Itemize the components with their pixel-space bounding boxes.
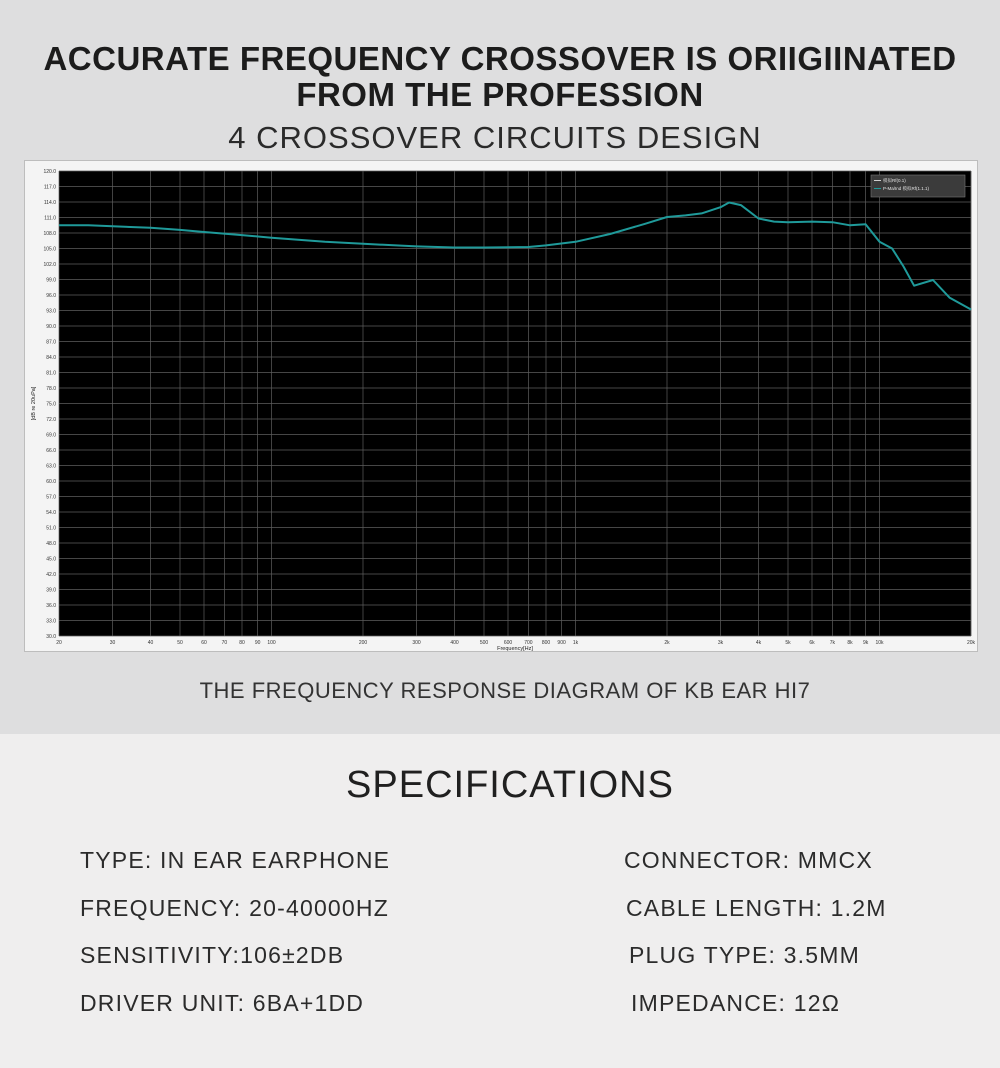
x-tick-label: 3k bbox=[717, 640, 724, 646]
spec-plug-type: PLUG TYPE: 3.5MM bbox=[629, 942, 860, 968]
x-tick-label: 80 bbox=[239, 640, 245, 646]
y-tick-label: 39.0 bbox=[46, 587, 56, 594]
spec-cable-length: CABLE LENGTH: 1.2M bbox=[626, 895, 887, 921]
x-tick-label: 900 bbox=[557, 640, 566, 646]
y-tick-label: 33.0 bbox=[46, 618, 56, 625]
spec-connector: CONNECTOR: MMCX bbox=[624, 847, 873, 873]
y-tick-label: 105.0 bbox=[43, 246, 56, 253]
x-tick-label: 600 bbox=[503, 640, 513, 646]
spec-frequency: FREQUENCY: 20-40000HZ bbox=[80, 895, 389, 921]
x-tick-label: 8k bbox=[847, 640, 853, 646]
x-tick-label: 40 bbox=[147, 640, 154, 646]
y-tick-label: 87.0 bbox=[46, 339, 56, 346]
x-tick-label: 10k bbox=[875, 640, 884, 646]
x-tick-label: 9k bbox=[862, 640, 869, 646]
headline-line-1: ACCURATE FREQUENCY CROSSOVER IS ORIIGIINATED bbox=[43, 40, 957, 77]
y-axis-label: [dB re 20uPa] bbox=[31, 386, 37, 421]
y-tick-label: 78.0 bbox=[46, 386, 56, 392]
legend-entry: 模拟Rf(0.1) bbox=[883, 178, 906, 183]
x-tick-label: 800 bbox=[541, 640, 551, 646]
y-tick-label: 84.0 bbox=[46, 355, 56, 361]
chart-caption: THE FREQUENCY RESPONSE DIAGRAM OF KB EAR HI7 bbox=[199, 678, 811, 703]
y-tick-label: 72.0 bbox=[46, 417, 56, 423]
y-tick-label: 54.0 bbox=[46, 510, 56, 516]
x-axis-label: Frequency[Hz] bbox=[497, 646, 533, 651]
x-tick-label: 100 bbox=[267, 640, 276, 646]
y-tick-label: 63.0 bbox=[46, 463, 56, 470]
y-tick-label: 117.0 bbox=[43, 184, 56, 191]
y-tick-label: 111.0 bbox=[44, 215, 56, 222]
frequency-response-chart bbox=[24, 160, 978, 652]
y-tick-label: 51.0 bbox=[46, 525, 56, 532]
x-tick-label: 20 bbox=[56, 640, 62, 646]
x-tick-label: 500 bbox=[479, 640, 489, 646]
x-tick-label: 6k bbox=[809, 640, 815, 646]
x-tick-label: 5k bbox=[785, 640, 791, 646]
x-tick-label: 7k bbox=[829, 640, 836, 646]
y-tick-label: 60.0 bbox=[46, 479, 56, 485]
spec-sensitivity: SENSITIVITY:106±2DB bbox=[80, 942, 345, 968]
y-tick-label: 69.0 bbox=[46, 432, 56, 439]
y-tick-label: 66.0 bbox=[46, 448, 56, 454]
y-tick-label: 30.0 bbox=[46, 634, 56, 640]
y-tick-label: 108.0 bbox=[43, 231, 56, 237]
headline-line-2: FROM THE PROFESSION bbox=[296, 76, 704, 113]
x-tick-label: 1k bbox=[572, 640, 579, 646]
spec-type: TYPE: IN EAR EARPHONE bbox=[80, 847, 391, 873]
y-tick-label: 120.0 bbox=[43, 169, 56, 175]
x-tick-label: 4k bbox=[755, 640, 762, 646]
x-tick-label: 400 bbox=[450, 640, 459, 646]
y-tick-label: 102.0 bbox=[43, 262, 56, 268]
x-tick-label: 700 bbox=[524, 640, 533, 646]
y-tick-label: 42.0 bbox=[46, 572, 56, 578]
x-tick-label: 2k bbox=[664, 640, 670, 646]
y-tick-label: 96.0 bbox=[46, 293, 56, 299]
x-tick-label: 90 bbox=[254, 640, 261, 646]
x-tick-label: 70 bbox=[221, 640, 228, 646]
specifications-title: SPECIFICATIONS bbox=[346, 764, 674, 806]
legend-entry: P-Ma/Ind 模拟Rf(1.1.1) bbox=[883, 186, 930, 191]
y-tick-label: 99.0 bbox=[46, 277, 56, 284]
y-tick-label: 57.0 bbox=[46, 494, 56, 501]
y-tick-label: 90.0 bbox=[46, 324, 56, 330]
y-tick-label: 45.0 bbox=[46, 556, 56, 563]
x-tick-label: 20k bbox=[966, 640, 976, 646]
y-tick-label: 114.0 bbox=[43, 200, 56, 206]
y-tick-label: 48.0 bbox=[46, 541, 56, 547]
x-tick-label: 30 bbox=[109, 640, 116, 646]
x-tick-label: 200 bbox=[358, 640, 368, 646]
y-tick-label: 75.0 bbox=[46, 401, 56, 408]
x-tick-label: 300 bbox=[412, 640, 421, 646]
subtitle: 4 CROSSOVER CIRCUITS DESIGN bbox=[228, 120, 762, 155]
y-tick-label: 81.0 bbox=[46, 370, 56, 377]
y-tick-label: 93.0 bbox=[46, 308, 56, 315]
x-tick-label: 50 bbox=[177, 640, 183, 646]
spec-impedance: IMPEDANCE: 12Ω bbox=[631, 990, 841, 1016]
x-tick-label: 60 bbox=[201, 640, 207, 646]
spec-driver-unit: DRIVER UNIT: 6BA+1DD bbox=[80, 990, 365, 1016]
chart-svg bbox=[25, 161, 977, 651]
y-tick-label: 36.0 bbox=[46, 603, 56, 609]
